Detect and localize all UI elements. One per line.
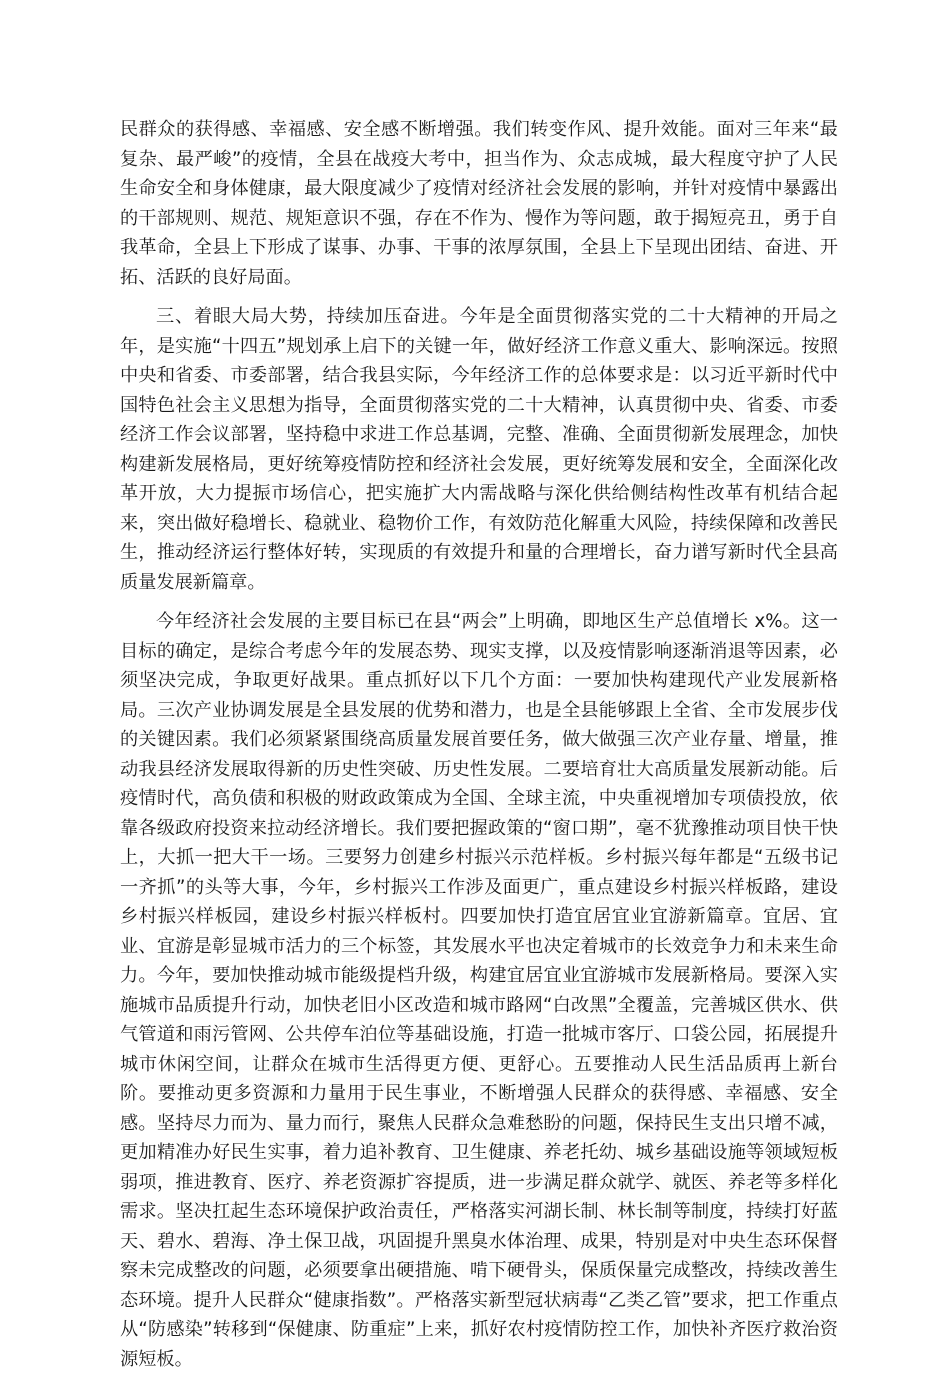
paragraph-continuation: 民群众的获得感、幸福感、安全感不断增强。我们转变作风、提升效能。面对三年来“最复杂、最严峻”的疫情，全县在战疫大考中，担当作为、众志成城，最大程度守护了人民生命安全和身体健康，最大限度减少了疫情对经济社会发展的影响，并针对疫情中暴露出的干部规则、规范、规矩意识不强，存在不作为、慢作为等问题，敢于揭短亮丑，勇于自我革命，全县上下形成了谋事、办事、干事的浓厚氛围，全县上下呈现出团结、奋进、开拓、活跃的良好局面。 [120,119,838,288]
document-body [120,115,838,1384]
paragraph-section-three: 三、着眼大局大势，持续加压奋进。今年是全面贯彻落实党的二十大精神的开局之年，是实施“十四五”规划承上启下的关键一年，做好经济工作意义重大、影响深远。按照中央和省委、市委部署，结合我县实际，今年经济工作的总体要求是：以习近平新时代中国特色社会主义思想为指导，全面贯彻落实党的二十大精神，认真贯彻中央、省委、市委经济工作会议部署，坚持稳中求进工作总基调，完整、准确、全面贯彻新发展理念，加快构建新发展格局，更好统筹疫情防控和经济社会发展，更好统筹发展和安全，全面深化改革开放，大力提振市场信心，把实施扩大内需战略与深化供给侧结构性改革有机结合起来，突出做好稳增长、稳就业、稳物价工作，有效防范化解重大风险，持续保障和改善民生，推动经济运行整体好转，实现质的有效提升和量的合理增长，奋力谱写新时代全县高质量发展新篇章。 [120,306,838,593]
paragraph-main-goals: 今年经济社会发展的主要目标已在县“两会”上明确，即地区生产总值增长 x%。这一目标的确定，是综合考虑今年的发展态势、现实支撑，以及疫情影响逐渐消退等因素，必须坚决完成，争取更好战果。重点抓好以下几个方面：一要加快构建现代产业发展新格局。三次产业协调发展是全县发展的优势和潜力，也是全县能够跟上全省、全市发展步伐的关键因素。我们必须紧紧围绕高质量发展首要任务，做大做强三次产业存量、增量，推动我县经济发展取得新的历史性突破、历史性发展。二要培育壮大高质量发展新动能。后疫情时代，高负债和积极的财政政策成为全国、全球主流，中央重视增加专项债投放，依靠各级政府投资来拉动经济增长。我们要把握政策的“窗口期”，毫不犹豫推动项目快干快上，大抓一把大干一场。三要努力创建乡村振兴示范样板。乡村振兴每年都是“五级书记一齐抓”的头等大事，今年，乡村振兴工作涉及面更广，重点建设乡村振兴样板路，建设乡村振兴样板园，建设乡村振兴样板村。四要加快打造宜居宜业宜游新篇章。宜居、宜业、宜游是彰显城市活力的三个标签，其发展水平也决定着城市的长效竞争力和未来生命力。今年，要加快推动城市能级提档升级，构建宜居宜业宜游城市发展新格局。要深入实施城市品质提升行动，加快老旧小区改造和城市路网“白改黑”全覆盖，完善城区供水、供气管道和雨污管网、公共停车泊位等基础设施，打造一批城市客厅、口袋公园，拓展提升城市休闲空间，让群众在城市生活得更方便、更舒心。五要推动人民生活品质再上新台阶。要推动更多资源和力量用于民生事业，不断增强人民群众的获得感、幸福感、安全感。坚持尽力而为、量力而行，聚焦人民群众急难愁盼的问题，保持民生支出只增不减，更加精准办好民生实事，着力追补教育、卫生健康、养老托幼、城乡基础设施等领域短板弱项，推进教育、医疗、养老资源扩容提质，进一步满足群众就学、就医、养老等多样化需求。坚决扛起生态环境保护政治责任，严格落实河湖长制、林长制等制度，持续打好蓝天、碧水、碧海、净土保卫战，巩固提升黑臭水体治理、成果，特别是对中央生态环保督察未完成整改的问题，必须要拿出硬措施、啃下硬骨头，保质保量完成整改，持续改善生态环境。提升人民群众“健康指数”。严格落实新型冠状病毒“乙类乙管”要求，把工作重点从“防感染”转移到“保健康、防重症”上来，抓好农村疫情防控工作，加快补齐医疗救治资源短板。 [120,611,838,1370]
